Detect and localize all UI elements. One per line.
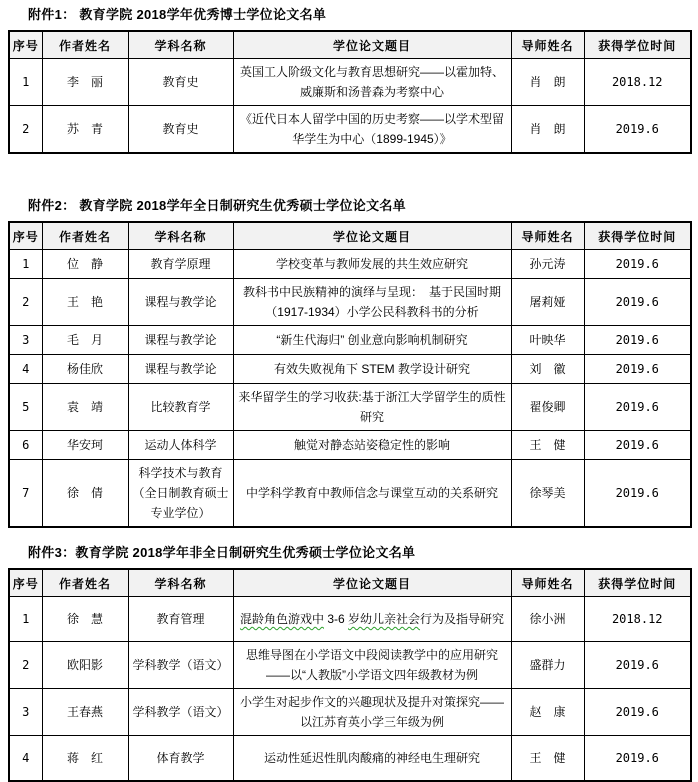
mentor-cell: 肖 朗 [511,106,584,154]
no-cell: 2 [9,279,42,326]
date-cell: 2019.6 [584,106,691,154]
attachment-title: 附件2： 教育学院 2018学年全日制研究生优秀硕士学位论文名单 [28,198,406,213]
mentor-cell: 王 健 [511,431,584,460]
table-row [9,59,691,106]
thesis-table [8,221,692,528]
thesis-table [8,30,692,154]
column-header: 序号 [9,569,42,597]
date-cell: 2019.6 [584,642,691,689]
date-cell: 2018.12 [584,59,691,106]
column-header: 序号 [9,31,42,59]
table-row [9,689,691,736]
column-header: 获得学位时间 [584,31,691,59]
author-cell: 王春燕 [42,689,128,736]
table-row [9,736,691,782]
date-cell: 2019.6 [584,279,691,326]
attachment-title: 附件3：教育学院 2018学年非全日制研究生优秀硕士学位论文名单 [28,545,416,560]
author-cell: 苏 青 [42,106,128,154]
mentor-cell: 叶映华 [511,326,584,355]
mentor-cell: 孙元涛 [511,250,584,279]
thesis-cell: 学校变革与教师发展的共生效应研究 [233,250,511,279]
mentor-cell: 翟俊卿 [511,384,584,431]
thesis-cell: 思维导图在小学语文中段阅读教学中的应用研究——以“人教版”小学语文四年级教材为例 [233,642,511,689]
table-row [9,597,691,642]
thesis-table [8,568,692,782]
column-header: 学位论文题目 [233,222,511,250]
table-row [9,250,691,279]
column-header: 作者姓名 [42,569,128,597]
no-cell: 7 [9,460,42,528]
thesis-cell: 触觉对静态站姿稳定性的影响 [233,431,511,460]
no-cell: 1 [9,597,42,642]
column-header: 导师姓名 [511,222,584,250]
table-row [9,326,691,355]
column-header: 导师姓名 [511,31,584,59]
author-cell: 欧阳影 [42,642,128,689]
author-cell: 位 静 [42,250,128,279]
author-cell: 李 丽 [42,59,128,106]
column-header: 导师姓名 [511,569,584,597]
column-header: 学位论文题目 [233,31,511,59]
subject-cell: 教育管理 [128,597,233,642]
thesis-text: 行为及指导研究 [420,612,505,626]
table-row [9,355,691,384]
mentor-cell: 徐琴美 [511,460,584,528]
no-cell: 4 [9,736,42,782]
column-header: 学科名称 [128,222,233,250]
attachment-section [8,545,698,782]
column-header: 作者姓名 [42,222,128,250]
mentor-cell: 盛群力 [511,642,584,689]
thesis-text-grammar-marked: 岁幼儿亲社会 [348,612,421,626]
no-cell: 1 [9,59,42,106]
mentor-cell: 肖 朗 [511,59,584,106]
thesis-cell: “新生代海归” 创业意向影响机制研究 [233,326,511,355]
subject-cell: 课程与教学论 [128,279,233,326]
date-cell: 2019.6 [584,689,691,736]
date-cell: 2019.6 [584,250,691,279]
author-cell: 杨佳欣 [42,355,128,384]
subject-cell: 学科教学（语文） [128,689,233,736]
table-header [9,31,691,59]
mentor-cell: 屠莉娅 [511,279,584,326]
thesis-cell: 教科书中民族精神的演绎与呈现： 基于民国时期（1917-1934）小学公民科教科书的分析 [233,279,511,326]
thesis-cell [233,597,511,642]
subject-cell: 科学技术与教育（全日制教育硕士专业学位） [128,460,233,528]
subject-cell: 课程与教学论 [128,355,233,384]
table-row [9,279,691,326]
author-cell: 毛 月 [42,326,128,355]
column-header: 学位论文题目 [233,569,511,597]
no-cell: 1 [9,250,42,279]
author-cell: 徐 慧 [42,597,128,642]
thesis-cell: 运动性延迟性肌肉酸痛的神经电生理研究 [233,736,511,782]
thesis-text: 3-6 [323,612,348,626]
subject-cell: 教育史 [128,106,233,154]
subject-cell: 运动人体科学 [128,431,233,460]
thesis-cell: 英国工人阶级文化与教育思想研究——以霍加特、威廉斯和汤普森为考察中心 [233,59,511,106]
no-cell: 3 [9,689,42,736]
table-row [9,431,691,460]
author-cell: 袁 靖 [42,384,128,431]
date-cell: 2019.6 [584,431,691,460]
subject-cell: 体育教学 [128,736,233,782]
no-cell: 2 [9,106,42,154]
table-row [9,384,691,431]
thesis-cell: 小学生对起步作文的兴趣现状及提升对策探究——以江苏育英小学三年级为例 [233,689,511,736]
subject-cell: 课程与教学论 [128,326,233,355]
subject-cell: 比较教育学 [128,384,233,431]
table-header [9,222,691,250]
author-cell: 蒋 红 [42,736,128,782]
thesis-cell: 中学科学教育中教师信念与课堂互动的关系研究 [233,460,511,528]
date-cell: 2019.6 [584,460,691,528]
table-row [9,106,691,154]
mentor-cell: 刘 徽 [511,355,584,384]
thesis-cell: 来华留学生的学习收获:基于浙江大学留学生的质性研究 [233,384,511,431]
column-header: 获得学位时间 [584,222,691,250]
date-cell: 2019.6 [584,326,691,355]
date-cell: 2019.6 [584,384,691,431]
attachment-section [8,7,698,154]
mentor-cell: 赵 康 [511,689,584,736]
mentor-cell: 王 健 [511,736,584,782]
table-row [9,460,691,528]
attachment-title: 附件1： 教育学院 2018学年优秀博士学位论文名单 [28,7,327,22]
thesis-cell: 《近代日本人留学中国的历史考察——以学术型留华学生为中心（1899-1945）》 [233,106,511,154]
column-header: 获得学位时间 [584,569,691,597]
column-header: 学科名称 [128,31,233,59]
no-cell: 4 [9,355,42,384]
table-row [9,642,691,689]
no-cell: 2 [9,642,42,689]
no-cell: 3 [9,326,42,355]
date-cell: 2019.6 [584,355,691,384]
subject-cell: 教育史 [128,59,233,106]
column-header: 序号 [9,222,42,250]
no-cell: 5 [9,384,42,431]
table-header [9,569,691,597]
column-header: 作者姓名 [42,31,128,59]
author-cell: 王 艳 [42,279,128,326]
attachment-section [8,198,698,528]
column-header: 学科名称 [128,569,233,597]
no-cell: 6 [9,431,42,460]
thesis-text-grammar-marked: 混龄角色游戏中 [239,612,324,626]
subject-cell: 教育学原理 [128,250,233,279]
date-cell: 2019.6 [584,736,691,782]
date-cell: 2018.12 [584,597,691,642]
author-cell: 华安珂 [42,431,128,460]
thesis-cell: 有效失败视角下 STEM 教学设计研究 [233,355,511,384]
author-cell: 徐 倩 [42,460,128,528]
mentor-cell: 徐小洲 [511,597,584,642]
subject-cell: 学科教学（语文） [128,642,233,689]
